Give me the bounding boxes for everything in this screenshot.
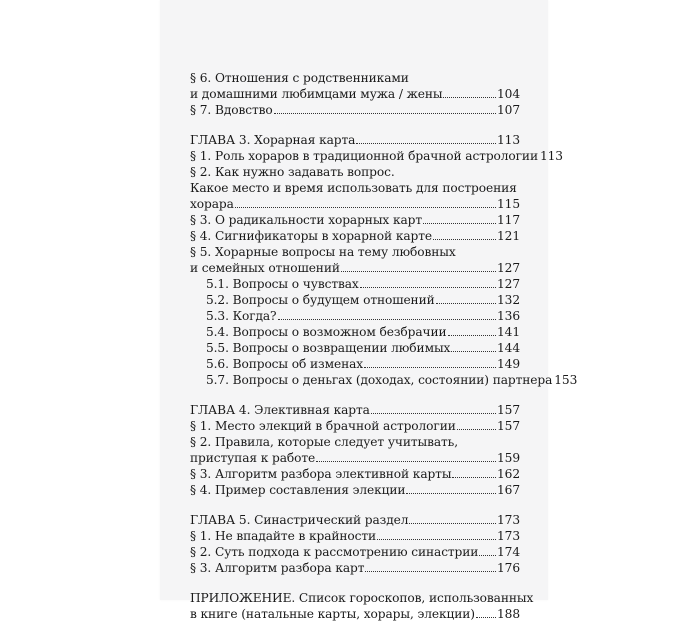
toc-entry <box>190 544 520 560</box>
page-number: 127 <box>497 261 520 275</box>
toc-entry-text: § 4. Сигнификаторы в хорарной карте <box>190 229 432 243</box>
toc-entry-text: § 7. Вдовство <box>190 103 273 117</box>
dot-leader <box>433 239 496 240</box>
toc-entry-text: приступая к работе <box>190 451 316 465</box>
toc-subentry <box>190 292 520 308</box>
chapter-heading <box>190 512 520 528</box>
toc-entry-text: 5.2. Вопросы о будущем отношений <box>206 293 435 307</box>
dot-leader <box>316 461 496 462</box>
toc-subentry <box>190 372 578 388</box>
page-number: 159 <box>497 451 520 465</box>
chapter-title: ГЛАВА 4. Элективная карта <box>190 403 370 417</box>
appendix-label: ПРИЛОЖЕНИЕ. <box>190 591 296 605</box>
dot-leader <box>360 287 496 288</box>
dot-leader <box>476 617 496 618</box>
toc-entry <box>190 466 520 482</box>
dot-leader <box>278 319 497 320</box>
toc-entry <box>190 606 520 622</box>
toc-entry-text: Какое место и время использовать для построения <box>190 181 517 195</box>
page-number: 174 <box>497 545 520 559</box>
toc-entry-text: хорара <box>190 197 234 211</box>
chapter-heading <box>190 402 520 418</box>
dot-leader <box>406 493 496 494</box>
page-number: 104 <box>497 87 520 101</box>
toc-subentry <box>190 308 520 324</box>
dot-leader <box>371 413 496 414</box>
toc-entry-text: § 1. Роль хораров в традиционной брачной астрологии <box>190 149 538 163</box>
toc-entry <box>190 590 534 606</box>
toc-entry-text: 5.6. Вопросы об изменах <box>206 357 364 371</box>
page-number: 113 <box>539 149 563 163</box>
toc-entry-text: § 5. Хорарные вопросы на тему любовных <box>190 245 456 259</box>
chapter-heading <box>190 132 520 148</box>
toc-entry-text: 5.5. Вопросы о возвращении любимых <box>206 341 451 355</box>
page-number: 115 <box>497 197 520 211</box>
page-number: 113 <box>497 133 520 147</box>
page-number: 117 <box>497 213 520 227</box>
toc-entry-text: § 3. Алгоритм разбора карт <box>190 561 365 575</box>
toc-entry-text: 5.3. Когда? <box>206 309 277 323</box>
toc-entry <box>190 260 520 276</box>
dot-leader <box>443 97 496 98</box>
toc-entry <box>190 180 520 196</box>
toc-entry <box>190 212 520 228</box>
dot-leader <box>356 143 496 144</box>
dot-leader <box>457 429 496 430</box>
toc-entry-text: § 4. Пример составления элекции <box>190 483 406 497</box>
toc-subentry <box>190 324 520 340</box>
dot-leader <box>377 539 496 540</box>
table-of-contents <box>190 70 578 622</box>
toc-entry-text: 5.1. Вопросы о чувствах <box>206 277 359 291</box>
toc-entry <box>190 70 520 86</box>
toc-entry <box>190 482 520 498</box>
toc-entry-text: 5.7. Вопросы о деньгах (доходах, состоянии) партнера <box>206 373 553 387</box>
toc-entry-text: и семейных отношений <box>190 261 340 275</box>
page-number: 157 <box>497 403 520 417</box>
page-number: 136 <box>497 309 520 323</box>
page-number: 173 <box>497 529 520 543</box>
dot-leader <box>409 523 496 524</box>
toc-entry <box>190 196 520 212</box>
page-number: 107 <box>497 103 520 117</box>
toc-entry <box>190 86 520 102</box>
page-number: 144 <box>497 341 520 355</box>
dot-leader <box>341 271 496 272</box>
toc-subentry <box>190 276 520 292</box>
dot-leader <box>364 367 496 368</box>
page-number: 127 <box>497 277 520 291</box>
chapter-title: ГЛАВА 5. Синастрический раздел <box>190 513 409 527</box>
toc-entry <box>190 418 520 434</box>
page-number: 188 <box>497 607 520 621</box>
toc-entry <box>190 244 520 260</box>
page-number: 157 <box>497 419 520 433</box>
toc-entry <box>190 560 520 576</box>
chapter-title: ГЛАВА 3. Хорарная карта <box>190 133 356 147</box>
toc-entry <box>190 148 563 164</box>
toc-subentry <box>190 340 520 356</box>
toc-entry-text: и домашними любимцами мужа / жены <box>190 87 443 101</box>
page-number: 167 <box>497 483 520 497</box>
toc-entry-text: § 1. Место элекций в брачной астрологии <box>190 419 456 433</box>
toc-entry-text: § 1. Не впадайте в крайности <box>190 529 377 543</box>
toc-entry-text: 5.4. Вопросы о возможном безбрачии <box>206 325 447 339</box>
toc-entry-text: § 3. Алгоритм разбора элективной карты <box>190 467 452 481</box>
toc-entry <box>190 434 520 450</box>
dot-leader <box>365 571 496 572</box>
appendix-title-rest: Список гороскопов, использованных <box>295 591 534 605</box>
toc-entry-text: § 2. Как нужно задавать вопрос. <box>190 165 395 179</box>
toc-entry-text: в книге (натальные карты, хорары, элекции) <box>190 607 475 621</box>
toc-entry-text: § 3. О радикальности хорарных карт <box>190 213 422 227</box>
appendix-title <box>190 590 533 606</box>
toc-entry <box>190 228 520 244</box>
page-number: 149 <box>497 357 520 371</box>
page-number: 132 <box>497 293 520 307</box>
page-number: 162 <box>497 467 520 481</box>
toc-entry <box>190 102 520 118</box>
page-number: 121 <box>497 229 520 243</box>
dot-leader <box>452 477 496 478</box>
toc-entry <box>190 164 520 180</box>
dot-leader <box>451 351 496 352</box>
toc-entry <box>190 450 520 466</box>
page-number: 173 <box>497 513 520 527</box>
toc-entry <box>190 528 520 544</box>
toc-entry-text: § 2. Суть подхода к рассмотрению синастрии <box>190 545 479 559</box>
toc-subentry <box>190 356 520 372</box>
page-number: 176 <box>497 561 520 575</box>
dot-leader <box>423 223 496 224</box>
dot-leader <box>479 555 496 556</box>
dot-leader <box>235 207 496 208</box>
dot-leader <box>274 113 496 114</box>
dot-leader <box>436 303 496 304</box>
dot-leader <box>448 335 497 336</box>
page-number: 141 <box>497 325 520 339</box>
toc-entry-text: § 6. Отношения с родственниками <box>190 71 409 85</box>
toc-entry-text: § 2. Правила, которые следует учитывать, <box>190 435 458 449</box>
page-number: 153 <box>554 373 578 387</box>
